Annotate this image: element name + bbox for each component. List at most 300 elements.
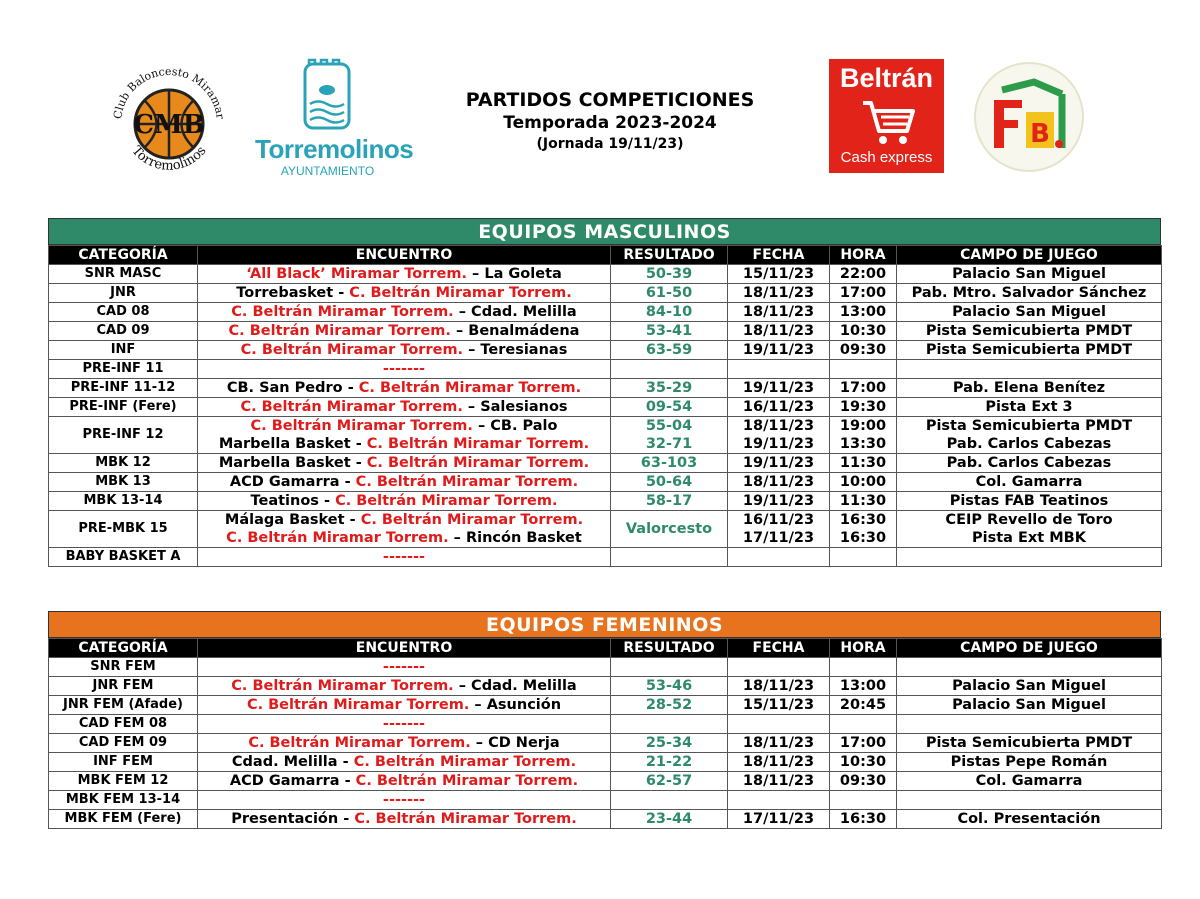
match-separator: - — [350, 455, 367, 471]
match-line — [198, 677, 610, 695]
time-cell — [830, 341, 897, 360]
result-cell — [611, 417, 728, 454]
col-header-campo: CAMPO DE JUEGO — [897, 639, 1162, 658]
venue-cell-line: Pista Semicubierta PMDT — [925, 342, 1133, 358]
match-cell — [198, 492, 611, 511]
match-line — [198, 548, 610, 566]
result-cell-line — [611, 715, 727, 733]
match-cell — [198, 696, 611, 715]
match-cell — [198, 753, 611, 772]
venue-cell-line — [897, 548, 1161, 566]
team-b: C. Beltrán Miramar Torrem. — [353, 754, 577, 770]
category-cell: PRE-MBK 15 — [49, 511, 198, 548]
match-separator: – — [453, 678, 472, 694]
date-cell — [728, 696, 830, 715]
match-cell — [198, 284, 611, 303]
date-cell-line: 17/11/23 — [742, 811, 815, 827]
category-cell: JNR FEM (Afade) — [49, 696, 198, 715]
category-cell: SNR FEM — [49, 658, 198, 677]
venue-cell-line: Palacio San Miguel — [952, 266, 1106, 282]
match-line — [198, 435, 610, 453]
result-cell-line: 53-46 — [645, 678, 693, 694]
team-a: ------- — [382, 361, 426, 377]
date-cell-line: 18/11/23 — [742, 735, 815, 751]
time-cell-line: 19:30 — [839, 399, 887, 415]
time-cell — [830, 284, 897, 303]
result-cell-line: 21-22 — [645, 754, 693, 770]
time-cell — [830, 511, 897, 548]
match-line — [198, 303, 610, 321]
time-cell-line: 10:00 — [839, 474, 887, 490]
date-cell-line: 19/11/23 — [742, 455, 815, 471]
result-cell-line — [611, 360, 727, 378]
category-cell: MBK 12 — [49, 454, 198, 473]
time-cell — [830, 548, 897, 567]
team-b: Cdad. Melilla — [471, 304, 577, 320]
svg-text:Club Baloncesto Miramar: Club Baloncesto Miramar — [111, 64, 227, 120]
result-cell-line: 63-59 — [645, 342, 693, 358]
time-cell — [830, 265, 897, 284]
result-cell-line — [611, 548, 727, 566]
time-cell — [830, 322, 897, 341]
date-cell-line: 18/11/23 — [742, 418, 815, 434]
match-cell — [198, 360, 611, 379]
table-header-row — [49, 639, 1162, 658]
venue-cell-line — [897, 715, 1161, 733]
venue-cell — [897, 696, 1162, 715]
team-a: Marbella Basket — [218, 455, 351, 471]
date-cell — [728, 473, 830, 492]
team-b: Salesianos — [480, 399, 568, 415]
team-a: ------- — [382, 716, 426, 732]
venue-cell-line: Pista Ext MBK — [972, 530, 1086, 546]
venue-cell — [897, 511, 1162, 548]
category-cell: JNR — [49, 284, 198, 303]
date-cell — [728, 734, 830, 753]
team-a: Presentación — [231, 811, 339, 827]
venue-cell — [897, 341, 1162, 360]
match-line — [198, 379, 610, 397]
team-b: Cdad. Melilla — [471, 678, 577, 694]
time-cell-line — [830, 548, 896, 566]
date-cell-line: 16/11/23 — [742, 512, 815, 528]
result-cell — [611, 454, 728, 473]
feminine-section-title: EQUIPOS FEMENINOS — [48, 611, 1161, 638]
result-cell-line: 50-39 — [645, 266, 693, 282]
venue-cell-line: Pab. Mtro. Salvador Sánchez — [911, 285, 1147, 301]
svg-text:B: B — [1030, 119, 1050, 149]
team-b: C. Beltrán Miramar Torrem. — [349, 285, 572, 301]
date-cell — [728, 548, 830, 567]
team-a: ------- — [382, 549, 426, 565]
date-cell — [728, 772, 830, 791]
cmb-club-logo — [104, 58, 234, 188]
team-a: Cdad. Melilla — [231, 754, 338, 770]
match-cell — [198, 341, 611, 360]
date-cell — [728, 303, 830, 322]
venue-cell-line: Pab. Carlos Cabezas — [946, 455, 1112, 471]
category-cell: MBK FEM 12 — [49, 772, 198, 791]
match-cell — [198, 715, 611, 734]
venue-cell-line: Col. Gamarra — [975, 773, 1083, 789]
result-cell — [611, 322, 728, 341]
time-cell — [830, 734, 897, 753]
match-cell — [198, 734, 611, 753]
match-separator: - — [338, 811, 355, 827]
table-row — [49, 772, 1162, 791]
match-line — [198, 492, 610, 510]
match-line — [198, 284, 610, 302]
date-cell — [728, 715, 830, 734]
date-cell-line — [728, 360, 829, 378]
result-cell-line: 55-04 — [645, 418, 693, 434]
table-row — [49, 379, 1162, 398]
date-cell — [728, 417, 830, 454]
date-cell-line: 19/11/23 — [742, 342, 815, 358]
date-cell — [728, 658, 830, 677]
table-row — [49, 715, 1162, 734]
col-header-encuentro: ENCUENTRO — [198, 639, 611, 658]
team-b: La Goleta — [484, 266, 562, 282]
feminine-matches-table — [48, 638, 1162, 829]
result-cell-line: 63-103 — [640, 455, 698, 471]
result-cell-line: 53-41 — [645, 323, 693, 339]
venue-cell — [897, 454, 1162, 473]
team-b: C. Beltrán Miramar Torrem. — [355, 773, 579, 789]
table-row — [49, 734, 1162, 753]
result-cell — [611, 810, 728, 829]
result-cell-line: 58-17 — [645, 493, 693, 509]
match-separator: - — [342, 380, 359, 396]
venue-cell — [897, 548, 1162, 567]
jornada-title: (Jornada 19/11/23) — [536, 136, 684, 152]
time-cell-line: 13:00 — [839, 304, 887, 320]
venue-cell — [897, 753, 1162, 772]
result-cell — [611, 715, 728, 734]
venue-cell — [897, 772, 1162, 791]
venue-cell-line: CEIP Revello de Toro — [945, 512, 1113, 528]
table-row — [49, 417, 1162, 454]
table-row — [49, 511, 1162, 548]
team-a: Málaga Basket — [224, 512, 345, 528]
beltran-subtitle: Cash express — [840, 149, 933, 166]
date-cell-line: 15/11/23 — [742, 266, 815, 282]
time-cell-line — [830, 658, 896, 676]
time-cell — [830, 379, 897, 398]
table-row — [49, 303, 1162, 322]
venue-cell — [897, 715, 1162, 734]
team-b: C. Beltrán Miramar Torrem. — [335, 493, 558, 509]
match-line — [198, 454, 610, 472]
time-cell-line — [830, 715, 896, 733]
match-line — [198, 658, 610, 676]
match-separator: – — [466, 266, 485, 282]
result-cell — [611, 360, 728, 379]
match-line — [198, 360, 610, 378]
match-separator: – — [472, 418, 491, 434]
match-line — [198, 473, 610, 491]
feminine-table-body — [49, 658, 1162, 829]
match-separator: – — [453, 304, 472, 320]
table-row — [49, 398, 1162, 417]
result-cell — [611, 791, 728, 810]
team-a: ------- — [382, 659, 426, 675]
date-cell — [728, 511, 830, 548]
team-a: C. Beltrán Miramar Torrem. — [231, 304, 454, 320]
category-cell: PRE-INF 11-12 — [49, 379, 198, 398]
team-a: C. Beltrán Miramar Torrem. — [231, 678, 454, 694]
time-cell-line: 11:30 — [839, 493, 887, 509]
table-row — [49, 753, 1162, 772]
venue-cell-line: Palacio San Miguel — [952, 304, 1106, 320]
time-cell-line: 22:00 — [839, 266, 887, 282]
result-cell-line: 61-50 — [645, 285, 693, 301]
venue-cell-line: Pistas Pepe Román — [950, 754, 1108, 770]
torremolinos-tower-icon — [255, 58, 400, 133]
venue-cell-line: Pistas FAB Teatinos — [949, 493, 1109, 509]
time-cell — [830, 658, 897, 677]
match-cell — [198, 265, 611, 284]
result-cell-line: 28-52 — [645, 697, 693, 713]
masculine-section-title: EQUIPOS MASCULINOS — [48, 218, 1161, 245]
venue-cell — [897, 810, 1162, 829]
time-cell-line: 09:30 — [839, 773, 887, 789]
beltran-name: Beltrán — [839, 63, 934, 93]
match-separator: – — [470, 735, 489, 751]
result-cell-line: 35-29 — [645, 380, 693, 396]
venue-cell — [897, 398, 1162, 417]
match-separator: - — [344, 512, 361, 528]
result-cell — [611, 511, 728, 548]
venue-cell — [897, 658, 1162, 677]
page-header — [0, 0, 1200, 210]
result-cell-line: 23-44 — [645, 811, 693, 827]
venue-cell — [897, 492, 1162, 511]
category-cell: JNR FEM — [49, 677, 198, 696]
table-row — [49, 548, 1162, 567]
team-a: C. Beltrán Miramar Torrem. — [226, 530, 449, 546]
category-cell: INF FEM — [49, 753, 198, 772]
category-cell: CAD FEM 09 — [49, 734, 198, 753]
result-cell — [611, 753, 728, 772]
table-row — [49, 473, 1162, 492]
venue-cell-line — [897, 658, 1161, 676]
col-header-resultado: RESULTADO — [611, 246, 728, 265]
shopping-cart-icon — [861, 99, 917, 147]
page-title: PARTIDOS COMPETICIONES — [465, 89, 755, 111]
match-separator: - — [339, 474, 356, 490]
masculine-table-body — [49, 265, 1162, 567]
date-cell-line: 16/11/23 — [742, 399, 815, 415]
team-b: Asunción — [486, 697, 562, 713]
match-cell — [198, 658, 611, 677]
venue-cell — [897, 677, 1162, 696]
venue-cell — [897, 473, 1162, 492]
date-cell-line — [728, 715, 829, 733]
time-cell-line: 13:30 — [839, 436, 887, 452]
match-separator: - — [350, 436, 367, 452]
date-cell-line: 19/11/23 — [742, 436, 815, 452]
masculine-matches-table — [48, 245, 1162, 567]
time-cell — [830, 696, 897, 715]
team-a: C. Beltrán Miramar Torrem. — [228, 323, 451, 339]
category-cell: MBK FEM 13-14 — [49, 791, 198, 810]
match-cell — [198, 677, 611, 696]
match-separator: – — [450, 323, 469, 339]
category-cell: MBK 13 — [49, 473, 198, 492]
team-b: C. Beltrán Miramar Torrem. — [358, 380, 582, 396]
result-cell — [611, 772, 728, 791]
time-cell — [830, 677, 897, 696]
match-cell — [198, 791, 611, 810]
table-row — [49, 341, 1162, 360]
match-line — [198, 322, 610, 340]
match-cell — [198, 379, 611, 398]
category-cell: INF — [49, 341, 198, 360]
category-cell: MBK FEM (Fere) — [49, 810, 198, 829]
table-row — [49, 791, 1162, 810]
match-cell — [198, 772, 611, 791]
date-cell-line: 18/11/23 — [742, 773, 815, 789]
match-separator: - — [337, 754, 354, 770]
venue-cell — [897, 284, 1162, 303]
team-a: Marbella Basket — [218, 436, 351, 452]
time-cell — [830, 791, 897, 810]
table-row — [49, 360, 1162, 379]
time-cell — [830, 454, 897, 473]
torremolinos-subtitle: AYUNTAMIENTO — [280, 164, 375, 178]
venue-cell-line — [897, 791, 1161, 809]
result-cell — [611, 398, 728, 417]
category-cell: BABY BASKET A — [49, 548, 198, 567]
category-cell: PRE-INF 12 — [49, 417, 198, 454]
table-row — [49, 696, 1162, 715]
category-cell: CAD 08 — [49, 303, 198, 322]
time-cell — [830, 360, 897, 379]
venue-cell — [897, 734, 1162, 753]
result-cell-line: 09-54 — [645, 399, 693, 415]
beltran-sponsor-logo — [829, 59, 944, 173]
result-cell — [611, 379, 728, 398]
date-cell — [728, 265, 830, 284]
team-a: C. Beltrán Miramar Torrem. — [250, 418, 473, 434]
match-cell — [198, 548, 611, 567]
result-cell-line: 84-10 — [645, 304, 693, 320]
result-cell-line: 25-34 — [645, 735, 693, 751]
team-a: ACD Gamarra — [229, 773, 340, 789]
team-a: Teatinos — [250, 493, 319, 509]
category-cell: SNR MASC — [49, 265, 198, 284]
col-header-categoria: CATEGORÍA — [49, 639, 198, 658]
category-cell: MBK 13-14 — [49, 492, 198, 511]
time-cell — [830, 417, 897, 454]
category-cell: CAD 09 — [49, 322, 198, 341]
date-cell — [728, 677, 830, 696]
time-cell — [830, 398, 897, 417]
col-header-encuentro: ENCUENTRO — [198, 246, 611, 265]
table-row — [49, 658, 1162, 677]
time-cell — [830, 715, 897, 734]
match-separator: - — [339, 773, 356, 789]
match-line — [198, 810, 610, 828]
venue-cell-line: Palacio San Miguel — [952, 697, 1106, 713]
time-cell-line: 10:30 — [839, 754, 887, 770]
venue-cell — [897, 360, 1162, 379]
venue-cell — [897, 791, 1162, 810]
table-row — [49, 284, 1162, 303]
venue-cell-line: Pista Semicubierta PMDT — [925, 323, 1133, 339]
torremolinos-name: Torremolinos — [255, 134, 414, 164]
team-b: C. Beltrán Miramar Torrem. — [360, 512, 584, 528]
match-cell — [198, 454, 611, 473]
time-cell-line: 10:30 — [839, 323, 887, 339]
table-row — [49, 322, 1162, 341]
team-b: C. Beltrán Miramar Torrem. — [366, 455, 590, 471]
venue-cell-line: Pista Semicubierta PMDT — [925, 735, 1133, 751]
time-cell-line: 17:00 — [839, 285, 887, 301]
time-cell-line: 09:30 — [839, 342, 887, 358]
date-cell-line: 18/11/23 — [742, 304, 815, 320]
result-cell — [611, 303, 728, 322]
title-block — [420, 88, 800, 154]
match-line — [198, 417, 610, 435]
col-header-fecha: FECHA — [728, 246, 830, 265]
team-b: CB. Palo — [490, 418, 558, 434]
date-cell — [728, 322, 830, 341]
venue-cell — [897, 303, 1162, 322]
date-cell — [728, 341, 830, 360]
col-header-fecha: FECHA — [728, 639, 830, 658]
date-cell-line: 15/11/23 — [742, 697, 815, 713]
team-a: CB. San Pedro — [226, 380, 343, 396]
date-cell-line: 18/11/23 — [742, 754, 815, 770]
date-cell — [728, 454, 830, 473]
match-cell — [198, 398, 611, 417]
match-line — [198, 511, 610, 529]
result-cell — [611, 734, 728, 753]
venue-cell-line: Pista Ext 3 — [985, 399, 1073, 415]
table-row — [49, 810, 1162, 829]
date-cell — [728, 810, 830, 829]
time-cell-line: 20:45 — [839, 697, 887, 713]
date-cell — [728, 753, 830, 772]
time-cell-line — [830, 360, 896, 378]
match-line — [198, 734, 610, 752]
venue-cell-line — [897, 360, 1161, 378]
feminine-teams-section — [48, 611, 1161, 829]
time-cell-line: 16:30 — [839, 530, 887, 546]
team-b: C. Beltrán Miramar Torrem. — [366, 436, 590, 452]
team-a: ACD Gamarra — [229, 474, 340, 490]
result-cell — [611, 284, 728, 303]
time-cell-line: 17:00 — [839, 735, 887, 751]
match-cell — [198, 473, 611, 492]
result-cell — [611, 677, 728, 696]
date-cell — [728, 360, 830, 379]
team-a: C. Beltrán Miramar Torrem. — [248, 735, 471, 751]
time-cell-line: 16:30 — [839, 512, 887, 528]
match-line — [198, 753, 610, 771]
fb-sponsor-logo — [972, 60, 1086, 174]
date-cell-line: 19/11/23 — [742, 493, 815, 509]
date-cell — [728, 398, 830, 417]
category-cell: PRE-INF 11 — [49, 360, 198, 379]
result-cell-line: 50-64 — [645, 474, 693, 490]
team-b: Teresianas — [480, 342, 568, 358]
col-header-resultado: RESULTADO — [611, 639, 728, 658]
col-header-campo: CAMPO DE JUEGO — [897, 246, 1162, 265]
match-cell — [198, 303, 611, 322]
